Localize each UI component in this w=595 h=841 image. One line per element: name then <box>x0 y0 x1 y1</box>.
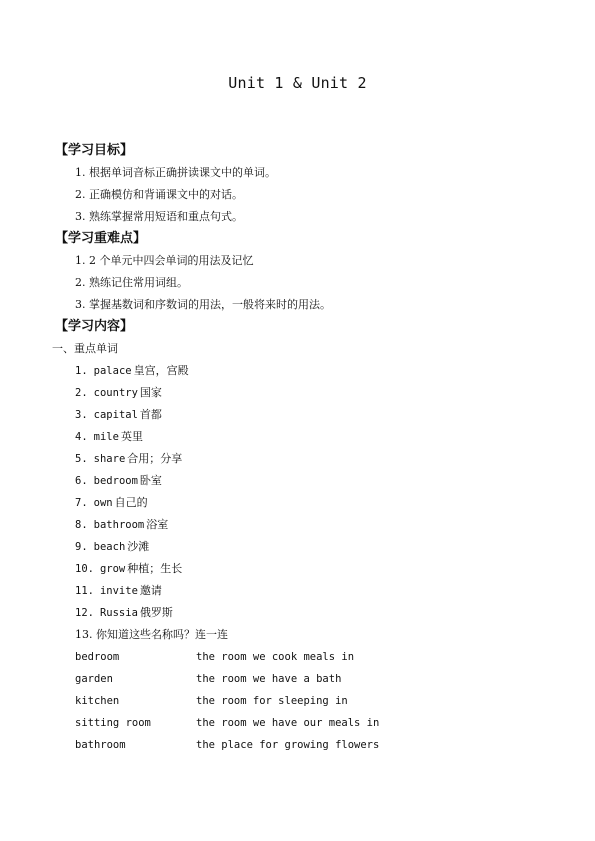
matching-row <box>55 668 555 690</box>
vocab-chinese: 国家 <box>139 386 162 399</box>
matching-row <box>55 712 555 734</box>
vocab-english: invite <box>99 585 138 597</box>
vocab-chinese: 合用；分享 <box>127 452 183 465</box>
vocab-item <box>55 558 555 580</box>
matching-term: garden <box>75 673 113 685</box>
vocab-chinese: 英里 <box>120 430 143 443</box>
vocab-number: 1. <box>75 365 88 377</box>
vocab-chinese: 卧室 <box>139 474 162 487</box>
key-points-heading: 【学习重难点】 <box>55 231 147 246</box>
key-point-item: 3. 掌握基数词和序数词的用法，一般将来时的用法。 <box>75 298 331 311</box>
matching-prompt: 13. 你知道这些名称吗？连一连 <box>75 628 228 641</box>
vocab-number: 9. <box>75 541 88 553</box>
matching-definition: the room we cook meals in <box>196 651 355 663</box>
vocab-chinese: 自己的 <box>114 496 148 509</box>
vocab-item <box>55 602 555 624</box>
vocab-english: palace <box>93 365 132 377</box>
vocab-english: bathroom <box>93 519 145 531</box>
document-body <box>52 140 555 756</box>
vocab-item <box>55 514 555 536</box>
vocab-item <box>55 470 555 492</box>
vocab-chinese: 浴室 <box>146 518 169 531</box>
vocab-english: grow <box>99 563 126 575</box>
vocab-english: capital <box>93 409 138 421</box>
key-point-item: 2. 熟练记住常用词组。 <box>75 276 188 289</box>
vocab-chinese: 沙滩 <box>127 540 150 553</box>
objectives-heading: 【学习目标】 <box>55 143 134 158</box>
vocab-item <box>55 382 555 404</box>
vocab-chinese: 俄罗斯 <box>139 606 173 619</box>
vocab-english: share <box>93 453 126 465</box>
document-title: Unit 1 & Unit 2 <box>228 74 367 92</box>
vocab-item <box>55 536 555 558</box>
matching-row <box>55 646 555 668</box>
vocab-number: 4. <box>75 431 88 443</box>
matching-term: bathroom <box>75 739 126 751</box>
vocab-english: own <box>93 497 113 509</box>
matching-row <box>55 690 555 712</box>
vocab-list <box>55 360 555 624</box>
matching-definition: the room for sleeping in <box>196 695 348 707</box>
vocab-english: country <box>93 387 138 399</box>
vocab-chinese: 皇宫，宫殿 <box>133 364 189 377</box>
vocab-item <box>55 404 555 426</box>
vocab-subheading: 一、重点单词 <box>52 342 118 355</box>
vocab-english: bedroom <box>93 475 138 487</box>
matching-definition: the room we have a bath <box>196 673 342 685</box>
key-point-item: 1. 2 个单元中四会单词的用法及记忆 <box>75 254 254 267</box>
matching-term: bedroom <box>75 651 120 663</box>
vocab-number: 3. <box>75 409 88 421</box>
content-heading: 【学习内容】 <box>55 319 134 334</box>
objective-item: 1. 根据单词音标正确拼读课文中的单词。 <box>75 166 276 179</box>
matching-definition: the place for growing flowers <box>196 739 380 751</box>
matching-row <box>55 734 555 756</box>
matching-definition: the room we have our meals in <box>196 717 380 729</box>
vocab-number: 6. <box>75 475 88 487</box>
vocab-number: 10. <box>75 563 94 575</box>
vocab-chinese: 邀请 <box>139 584 162 597</box>
vocab-number: 8. <box>75 519 88 531</box>
matching-term: sitting room <box>75 717 151 729</box>
vocab-english: Russia <box>99 607 138 619</box>
matching-term: kitchen <box>75 695 120 707</box>
vocab-number: 12. <box>75 607 94 619</box>
vocab-chinese: 种植；生长 <box>127 562 183 575</box>
vocab-english: beach <box>93 541 126 553</box>
vocab-english: mile <box>93 431 119 443</box>
vocab-number: 2. <box>75 387 88 399</box>
objective-item: 3. 熟练掌握常用短语和重点句式。 <box>75 210 243 223</box>
vocab-item <box>55 426 555 448</box>
vocab-item <box>55 360 555 382</box>
matching-list <box>55 646 555 756</box>
vocab-number: 11. <box>75 585 94 597</box>
vocab-number: 7. <box>75 497 88 509</box>
objective-item: 2. 正确模仿和背诵课文中的对话。 <box>75 188 243 201</box>
vocab-item <box>55 448 555 470</box>
vocab-number: 5. <box>75 453 88 465</box>
vocab-item <box>55 580 555 602</box>
vocab-item <box>55 492 555 514</box>
vocab-chinese: 首都 <box>139 408 162 421</box>
